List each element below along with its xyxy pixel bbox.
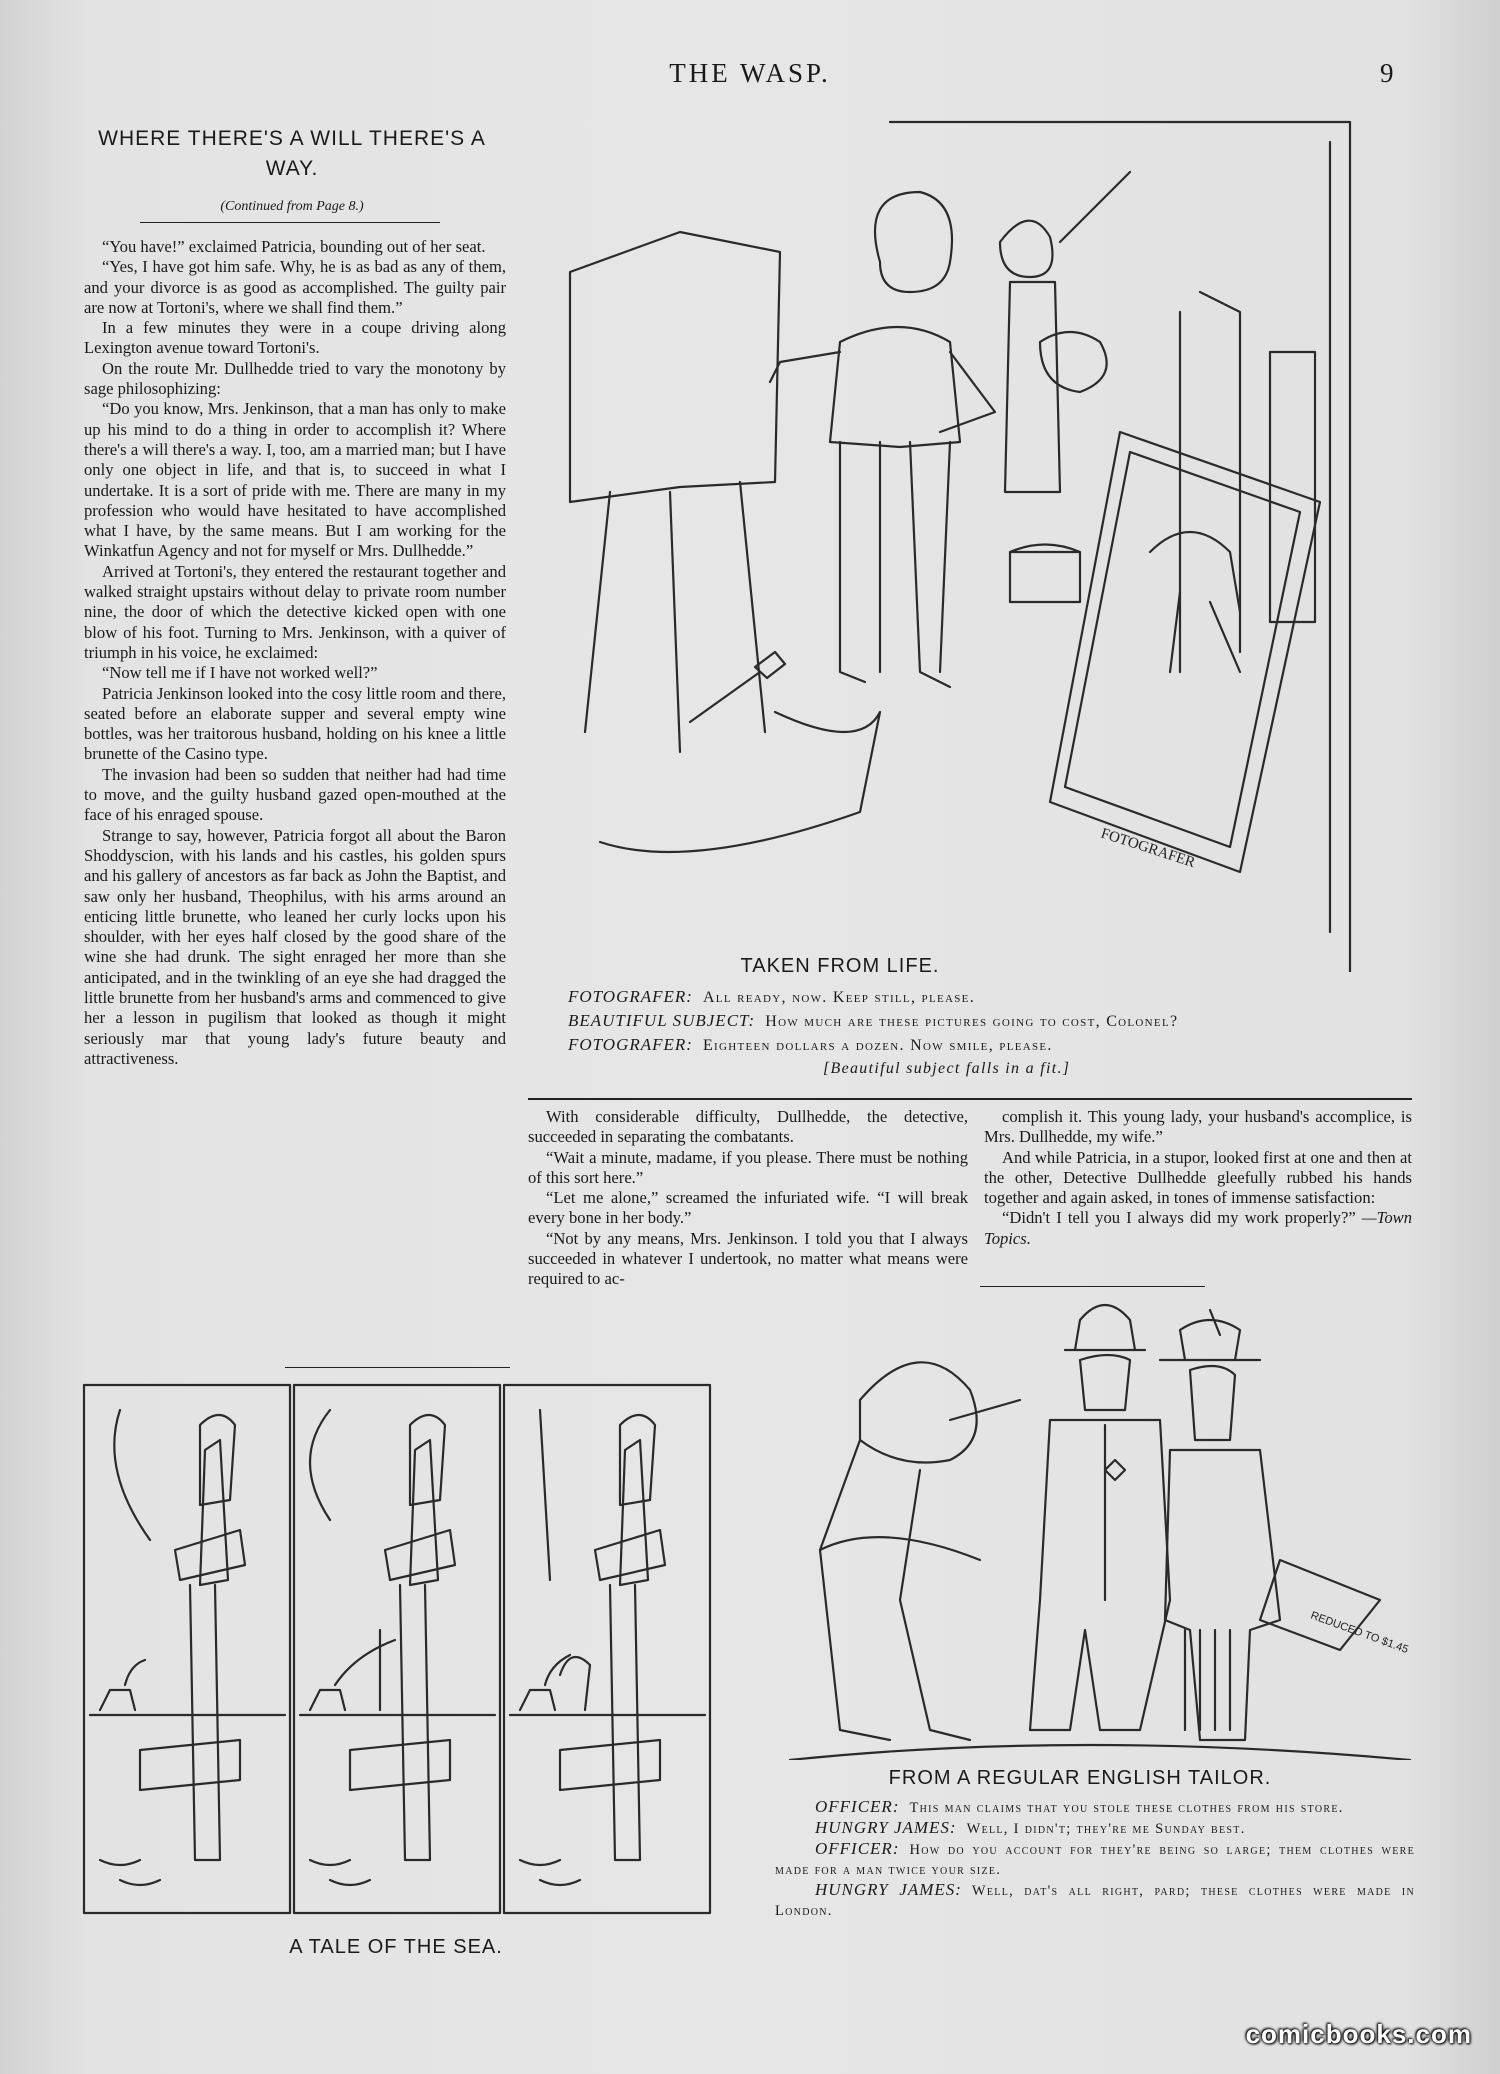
speaker: HUNGRY JAMES: xyxy=(815,1880,962,1899)
dialog-text: This man claims that you stole these clothes from his store. xyxy=(909,1800,1344,1816)
paragraph: The invasion had been so sudden that neither had had time to move, and the guilty husband gazed open-mouthed at the face of his enraged spouse. xyxy=(84,764,506,825)
title-rule xyxy=(140,222,440,223)
site-watermark: comicbooks.com xyxy=(1245,2019,1472,2049)
cartoon3-dialog xyxy=(775,1797,1415,1921)
continued-note: (Continued from Page 8.) xyxy=(220,199,364,214)
paragraph: “Yes, I have got him safe. Why, he is as bad as any of them, and your divorce is as good as accomplished. The guilty pair are now at Tortoni's, where we shall find them.” xyxy=(84,257,506,317)
dialog-text: All ready, now. Keep still, please. xyxy=(702,989,975,1006)
paragraph: “Let me alone,” screamed the infuriated wife. “I will break every bone in her body.” xyxy=(528,1188,968,1228)
dialog-text: Eighteen dollars a dozen. Now smile, please. xyxy=(702,1037,1053,1054)
dialog-text: Well, I didn't; they're me Sunday best. xyxy=(966,1821,1246,1837)
dialog-text: Well, dat's all right, pard; these clothes were made in London. xyxy=(775,1883,1415,1919)
paragraph: “Now tell me if I have not worked well?” xyxy=(102,663,378,683)
paragraph: In a few minutes they were in a coupe driving along Lexington avenue toward Tortoni's. xyxy=(84,318,506,358)
section-rule xyxy=(528,1098,1412,1100)
english-tailor-illustration xyxy=(780,1300,1420,1760)
cartoon3-title: FROM A REGULAR ENGLISH TAILOR. xyxy=(888,1767,1272,1789)
source-credit: —Town Topics. xyxy=(984,1208,1412,1248)
stage-direction: [Beautiful subject falls in a fit.] xyxy=(823,1060,1071,1077)
dialog-text: How much are these pictures going to cost, Colonel? xyxy=(765,1013,1179,1030)
paragraph: Strange to say, however, Patricia forgot all about the Baron Shoddyscion, with his lands and his castles, his golden spurs and his gallery of ancestors as far back as John the Baptist, and saw only her husband, Theophilus, with his arms around an enticing little brunette, who leaned her curly locks upon his shoulder, with her eyes half closed by the good share of the wine she had drunk. The sight enraged her more than she anticipated, and in the twinkling of an eye she had dragged the little brunette from her husband's arms and commenced to give her a lesson in pugilism that looked as though it might seriously mar that young lady's future beauty and attractiveness. xyxy=(84,825,506,1068)
dialog-line xyxy=(568,1033,1428,1057)
paragraph xyxy=(984,1208,1412,1249)
story-title: WHERE THERE'S A WILL THERE'S A WAY. xyxy=(98,127,486,180)
speaker: BEAUTIFUL SUBJECT: xyxy=(568,1011,756,1030)
paragraph: “Do you know, Mrs. Jenkinson, that a man has only to make up his mind to do a thing in order to accomplish it? Where there's a will there's a way. I, too, am a married man; but I have only one object in life, and that is, to succeed in what I undertake. It is a sort of pride with me. There are many in my profession who would have hesitated to have accomplished what I have, by the same means. But I am working for the Winkatfun Agency and not for myself or Mrs. Dullhedde.” xyxy=(84,399,506,561)
end-rule xyxy=(980,1286,1205,1287)
dialog-line xyxy=(568,985,1428,1009)
dialog-line xyxy=(775,1839,1415,1880)
final-quote: “Didn't I tell you I always did my work properly?” xyxy=(1002,1208,1356,1228)
page-number: 9 xyxy=(1380,58,1394,88)
paragraph: “Wait a minute, madame, if you please. There must be nothing of this sort here.” xyxy=(528,1147,968,1187)
speaker: OFFICER: xyxy=(815,1839,900,1858)
speaker: FOTOGRAFER: xyxy=(568,987,693,1006)
story-column-3 xyxy=(984,1107,1412,1249)
dialog-line xyxy=(775,1880,1415,1921)
story-column-1 xyxy=(84,237,506,1069)
paragraph: And while Patricia, in a stupor, looked first at one and then at the other, Detective Dullhedde gleefully rubbed his hands together and again asked, in tones of immense satisfaction: xyxy=(984,1147,1412,1208)
reduced-sign-text: REDUCED TO $1.45 xyxy=(1308,1609,1410,1657)
paragraph: On the route Mr. Dullhedde tried to vary the monotony by sage philosophizing: xyxy=(84,358,506,399)
dialog-line xyxy=(775,1797,1415,1818)
dialog-text: How do you account for they're being so large; them clothes were made for a man twice your size. xyxy=(775,1842,1415,1878)
speaker: HUNGRY JAMES: xyxy=(815,1818,957,1837)
paragraph: “You have!” exclaimed Patricia, bounding out of her seat. xyxy=(102,237,486,256)
masthead-title: THE WASP. xyxy=(669,58,831,88)
speaker: OFFICER: xyxy=(815,1797,900,1816)
tale-of-the-sea-strip xyxy=(80,1380,712,1920)
dialog-line xyxy=(568,1009,1428,1033)
column-end-rule xyxy=(285,1367,510,1368)
cartoon1-dialog xyxy=(568,985,1428,1080)
fotografer-sign-text: FOTOGRAFER xyxy=(1098,825,1198,872)
paragraph: Arrived at Tortoni's, they entered the restaurant together and walked straight upstairs without delay to private room number nine, the door of which the detective kicked open with one blow of his foot. Turning to Mrs. Jenkinson, with a quiver of triumph in his voice, he exclaimed: xyxy=(84,561,506,662)
story-column-2 xyxy=(528,1107,968,1290)
paragraph: complish it. This young lady, your husband's accomplice, is Mrs. Dullhedde, my wife.” xyxy=(984,1107,1412,1147)
paragraph: With considerable difficulty, Dullhedde, the detective, succeeded in separating the combatants. xyxy=(528,1107,968,1147)
photographer-illustration xyxy=(540,112,1420,972)
cartoon1-title: TAKEN FROM LIFE. xyxy=(740,955,940,977)
paragraph: “Not by any means, Mrs. Jenkinson. I told you that I always succeeded in whatever I undertook, no matter what means were required to ac- xyxy=(528,1228,968,1289)
speaker: FOTOGRAFER: xyxy=(568,1035,693,1054)
cartoon2-title: A TALE OF THE SEA. xyxy=(289,1936,503,1958)
paragraph: Patricia Jenkinson looked into the cosy little room and there, seated before an elaborate supper and several empty wine bottles, was her traitorous husband, holding on his knee a little brunette of the Casino type. xyxy=(84,683,506,764)
dialog-line xyxy=(775,1818,1415,1839)
